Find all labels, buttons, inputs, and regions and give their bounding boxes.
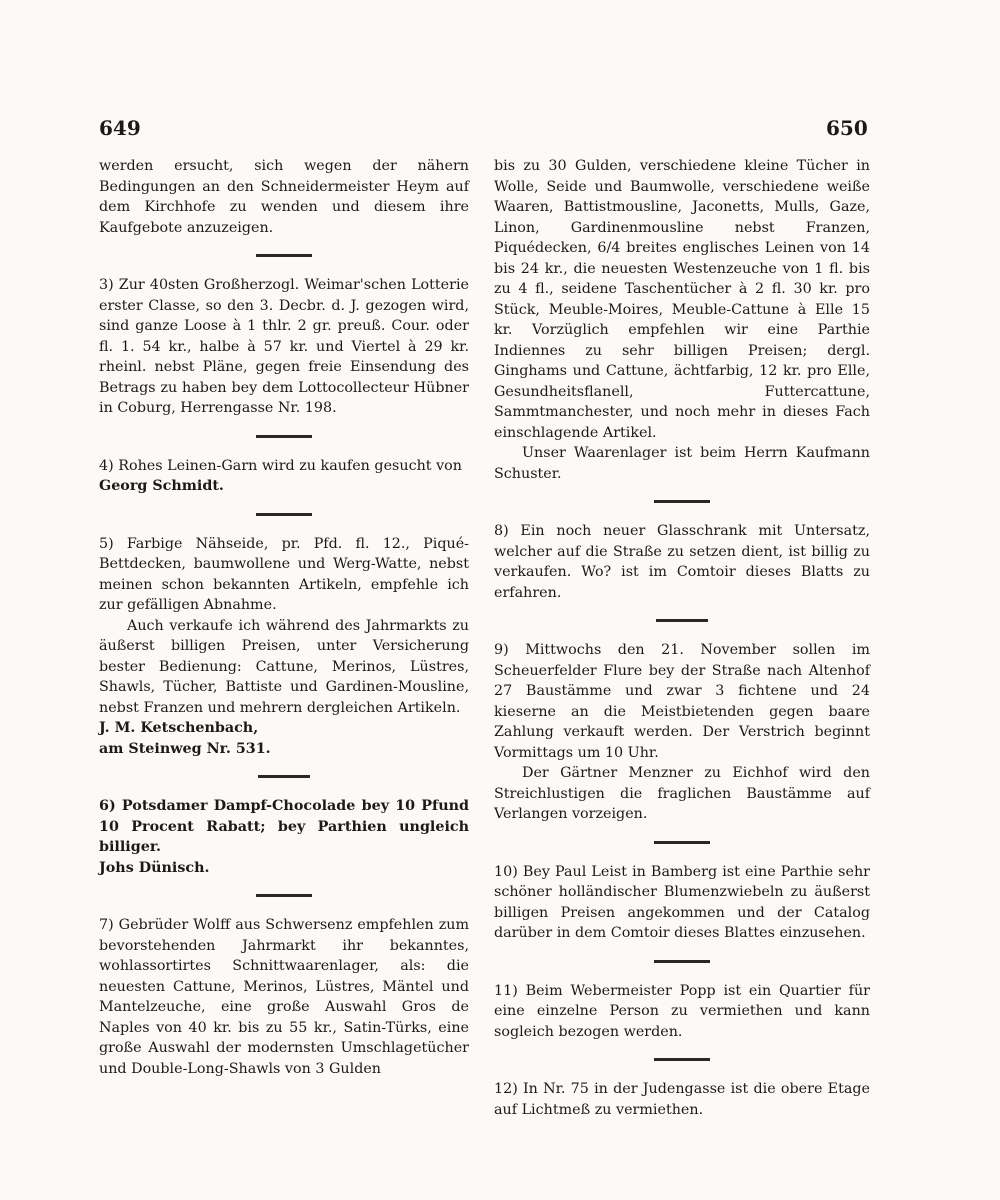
separator-rule — [258, 775, 310, 778]
separator-rule — [654, 1058, 710, 1061]
left-column — [99, 156, 469, 1079]
ad-3-lottery: 3) Zur 40sten Großherzogl. Weimar'schen Lotterie erster Classe, so den 3. Decbr. d. J. gezogen wird, sind ganze Loose à 1 thlr. 2 gr. preuß. Cour. oder fl. 1. 54 kr., halbe à 57 kr. und Viertel à 29 kr. rheinl. nebst Pläne, gegen freie Einsendung des Betrags zu haben bey dem Lottocollecteur Hübner in Coburg, Herrengasse Nr. 198. — [99, 277, 469, 416]
ad-12-floor-for-rent: 12) In Nr. 75 in der Judengasse ist die obere Etage auf Lichtmeß zu vermiethen. — [494, 1081, 870, 1118]
ad-8-glass-cabinet: 8) Ein noch neuer Glasschrank mit Untersatz, welcher auf die Straße zu setzen dient, ist billig zu verkaufen. Wo? ist im Comtoir dieses Blatts zu erfahren. — [494, 523, 870, 601]
ad-9-timber-auction: 9) Mittwochs den 21. November sollen im Scheuerfelder Flure bey der Straße nach Altenhof 27 Baustämme und zwar 3 fichtene und 24 kieserne an die Meistbietenden gegen baare Zahlung verkauft werden. Der Verstrich beginnt Vormittags um 10 Uhr. — [494, 642, 870, 761]
separator-rule — [654, 500, 710, 503]
separator-rule — [654, 841, 710, 844]
ad-continued-text: werden ersucht, sich wegen der nähern Bedingungen an den Schneidermeister Heym auf dem Kirchhofe zu wenden und diesem ihre Kaufgebote anzuzeigen. — [99, 158, 469, 236]
separator-rule — [656, 619, 708, 622]
ad-7-continued: bis zu 30 Gulden, verschiedene kleine Tücher in Wolle, Seide und Baumwolle, verschiedene weiße Waaren, Battistmousline, Jaconetts, Mulls, Gaze, Linon, Gardinenmousline nebst Franzen, Piquédecken, 6/4 breites englisches Leinen von 14 bis 24 kr., die neuesten Westenzeuche von 1 fl. bis zu 4 fl., seidene Taschentücher à 2 fl. 30 kr. pro Stück, Meuble-Moires, Meuble-Cattune à Elle 15 kr. Vorzüglich empfehlen wir eine Parthie Indiennes zu sehr billigen Preisen; dergl. Ginghams und Cattune, ächtfarbig, 12 kr. pro Elle, Gesundheitsflanell, Futtercattune, Sammtmanchester, und noch mehr in dieses Fach einschlagende Artikel. — [494, 158, 870, 441]
ad-6-chocolate: 6) Potsdamer Dampf-Chocolade bey 10 Pfund 10 Procent Rabatt; bey Parthien ungleich billiger. — [99, 798, 469, 855]
ad-5-sewing-silk: 5) Farbige Nähseide, pr. Pfd. fl. 12., Piqué-Bettdecken, baumwollene und Werg-Watte, nebst meinen schon bekannten Artikeln, empfehle ich zur gefälligen Abnahme. — [99, 535, 469, 613]
ad-11-room-for-rent: 11) Beim Webermeister Popp ist ein Quartier für eine einzelne Person zu vermiethen und kann sogleich bezogen werden. — [494, 982, 870, 1040]
separator-rule — [256, 894, 312, 897]
separator-rule — [654, 960, 710, 963]
ad-10-flower-bulbs: 10) Bey Paul Leist in Bamberg ist eine Parthie sehr schöner holländischer Blumenzwiebeln zu äußerst billigen Preisen angekommen und der Catalog darüber in dem Comtoir dieses Blattes einzusehen. — [494, 863, 870, 941]
page-number-left: 649 — [99, 116, 141, 140]
ad-7-warehouse-note: Unser Waarenlager ist beim Herrn Kaufmann Schuster. — [494, 445, 870, 482]
ad-4-signature: Georg Schmidt. — [99, 478, 224, 494]
ad-5-signature-address: am Steinweg Nr. 531. — [99, 740, 271, 757]
separator-rule — [256, 254, 312, 257]
ad-6-signature: Johs Dünisch. — [99, 859, 210, 876]
ad-7-wolff-brothers: 7) Gebrüder Wolff aus Schwersenz empfehlen zum bevorstehenden Jahrmarkt ihr bekanntes, wohlassortirtes Schnittwaarenlager, als: die neuesten Cattune, Merinos, Lüstres, Mäntel und Mantelzeuche, eine große Auswahl Gros de Naples von 40 kr. bis zu 55 kr., Satin-Türks, eine große Auswahl der modernsten Umschlagetücher und Double-Long-Shawls von 3 Gulden — [99, 917, 469, 1077]
ad-4-linen-yarn: 4) Rohes Leinen-Garn wird zu kaufen gesucht von — [99, 457, 462, 474]
ad-9-gardener-note: Der Gärtner Menzner zu Eichhof wird den Streichlustigen die fraglichen Baustämme auf Verlangen vorzeigen. — [494, 765, 870, 822]
ad-5-signature-name: J. M. Ketschenbach, — [99, 720, 259, 736]
ad-5-market-text: Auch verkaufe ich während des Jahrmarkts zu äußerst billigen Preisen, unter Versicherung bester Bedienung: Cattune, Merinos, Lüstres, Shawls, Tücher, Battiste und Gardinen-Mousline, nebst Franzen und mehrern dergleichen Artikeln. — [99, 617, 469, 716]
page-number-right: 650 — [826, 116, 868, 140]
right-column — [494, 156, 870, 1120]
separator-rule — [256, 435, 312, 438]
separator-rule — [256, 513, 312, 516]
